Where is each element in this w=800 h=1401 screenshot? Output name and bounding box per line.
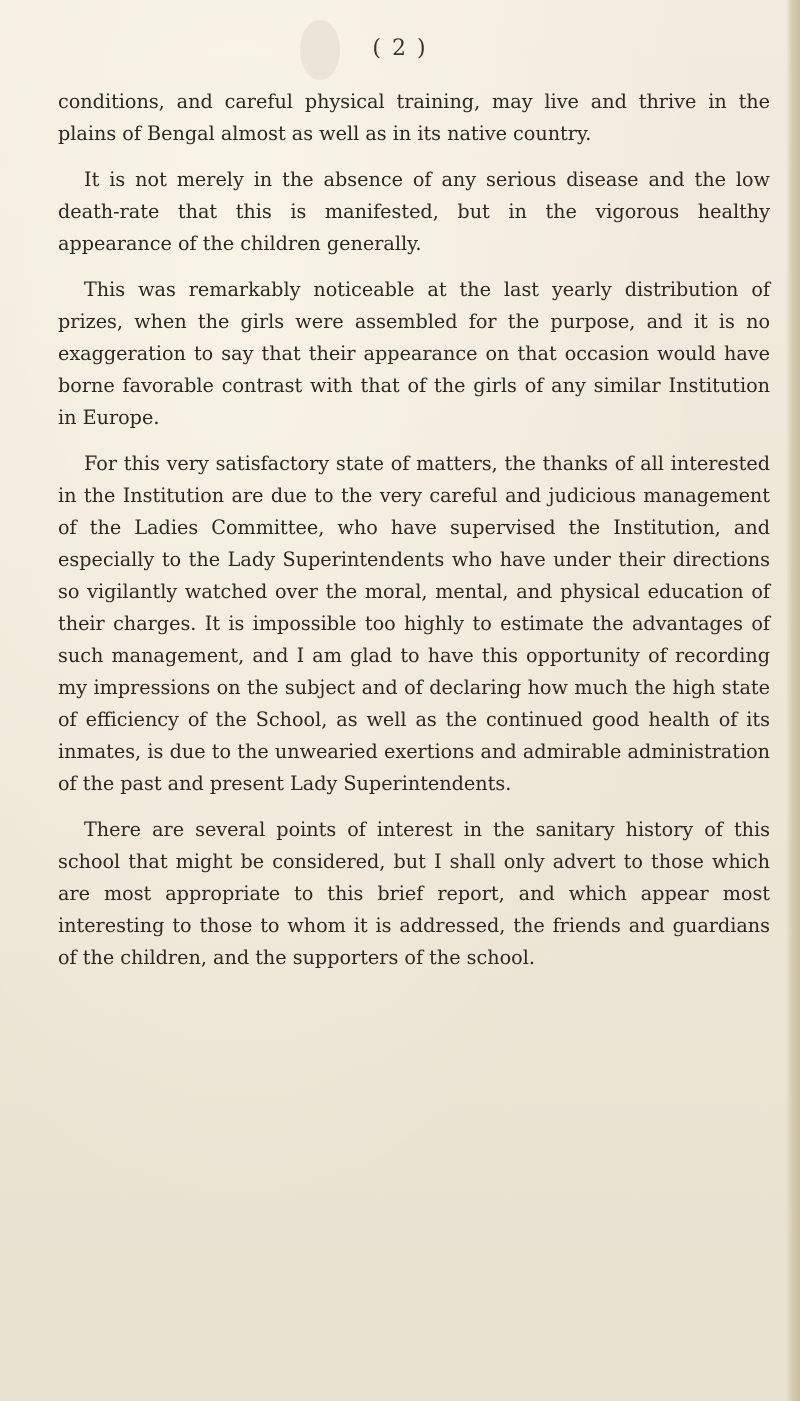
paragraph-3: This was remarkably noticeable at the last yearly distribution of prizes, when the girls were assembled for the purpose, and it is no exaggeration to say that their appearance on that occasion would have borne favorable contrast with that of the girls of any similar Institution in Europe. (58, 278, 770, 429)
page-number: ( 2 ) (372, 36, 428, 61)
paragraph-5: There are several points of interest in the sanitary history of this school that might be considered, but I shall only advert to those which are most appropriate to this brief report, and which appear most interesting to those to whom it is addressed, the friends and guardians of the children, and the supporters of the school. (58, 818, 770, 969)
body-text (58, 86, 770, 974)
paragraph-1: conditions, and careful physical training, may live and thrive in the plains of Bengal almost as well as in its native country. (58, 90, 770, 145)
paragraph-4: For this very satisfactory state of matters, the thanks of all interested in the Institution are due to the very careful and judicious management of the Ladies Committee, who have supervised the Institution, and especially to the Lady Superintendents who have under their directions so vigilantly watched over the moral, mental, and physical education of their charges. It is impossible too highly to estimate the advantages of such management, and I am glad to have this opportunity of recording my impressions on the subject and of declaring how much the high state of efficiency of the School, as well as the continued good health of its inmates, is due to the unwearied exertions and admirable administration of the past and present Lady Superintendents. (58, 452, 770, 795)
page-edge-shadow (786, 0, 800, 1401)
paragraph-2: It is not merely in the absence of any serious disease and the low death-rate that this is manifested, but in the vigorous healthy appearance of the children generally. (58, 168, 770, 255)
